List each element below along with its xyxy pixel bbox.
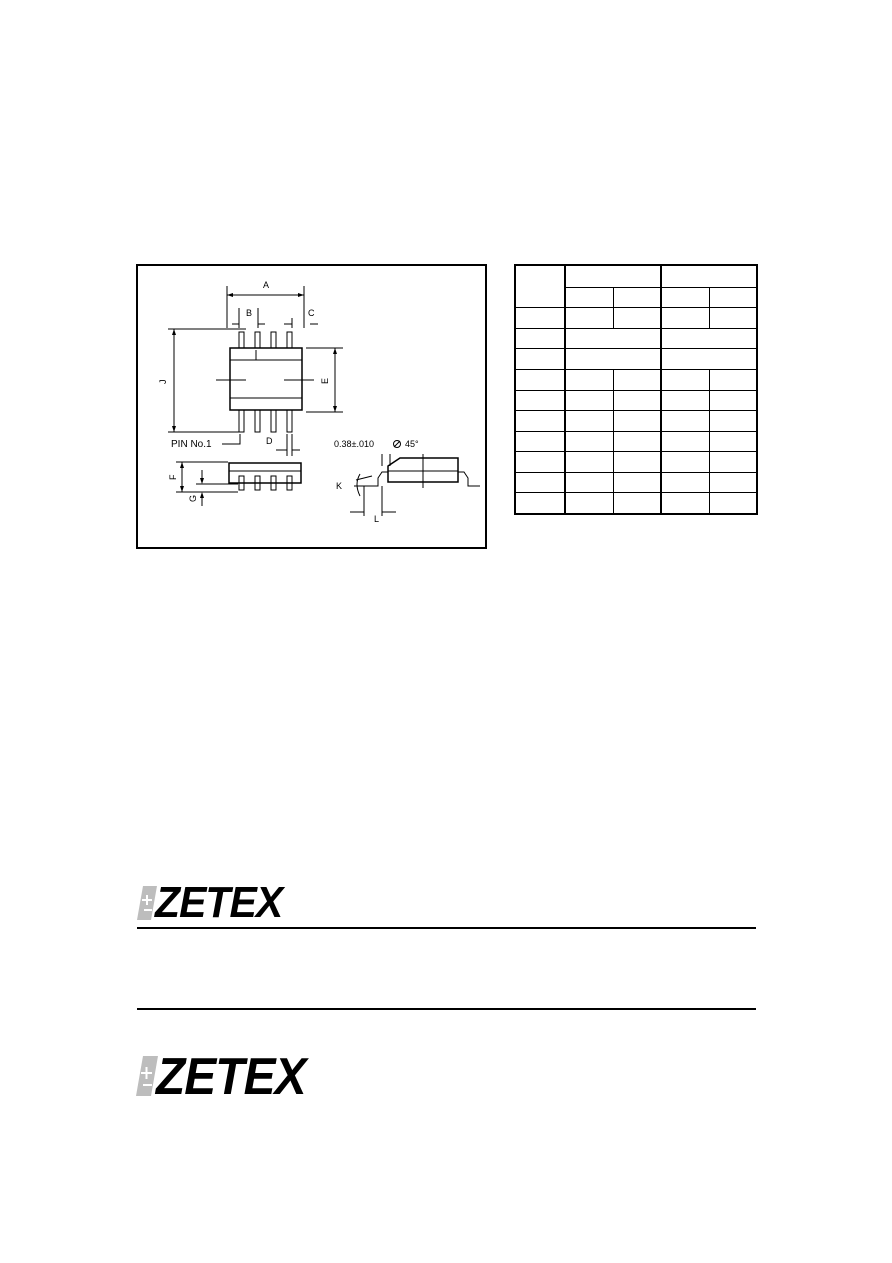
table-row-label bbox=[515, 411, 565, 432]
zetex-mark-icon bbox=[137, 886, 157, 920]
label-k: K bbox=[336, 481, 343, 491]
table-row-label bbox=[515, 328, 565, 349]
table-row-label bbox=[515, 472, 565, 493]
zetex-logo bbox=[137, 878, 283, 927]
logo-wordmark: ZETEX bbox=[155, 878, 283, 927]
label-pin1: PIN No.1 bbox=[171, 439, 212, 450]
end-view bbox=[350, 454, 480, 516]
label-g: G bbox=[188, 494, 198, 502]
divider-line bbox=[137, 1008, 756, 1010]
table-row-label bbox=[515, 493, 565, 514]
zetex-logo bbox=[136, 1048, 306, 1106]
unit-group-header bbox=[565, 265, 661, 287]
max-header bbox=[709, 287, 757, 308]
label-f: F bbox=[168, 474, 178, 480]
divider-line bbox=[137, 927, 756, 929]
so8-outline-svg bbox=[138, 266, 489, 551]
bottom-pins bbox=[239, 410, 292, 432]
table-row-label bbox=[515, 369, 565, 390]
label-d: D bbox=[266, 436, 273, 446]
label-l: L bbox=[374, 514, 380, 524]
label-angle: 45° bbox=[405, 439, 419, 449]
table-row-label bbox=[515, 431, 565, 452]
top-pins bbox=[239, 332, 292, 348]
package-outline-drawing bbox=[136, 264, 487, 549]
label-e: E bbox=[320, 377, 330, 384]
table-row-label bbox=[515, 349, 565, 370]
label-chamfer: 0.38±.010 bbox=[334, 439, 374, 449]
min-header bbox=[661, 287, 709, 308]
table-row-label bbox=[515, 390, 565, 411]
max-header bbox=[613, 287, 661, 308]
dimensions-table bbox=[514, 264, 758, 515]
zetex-mark-icon bbox=[136, 1056, 158, 1096]
label-c: C bbox=[308, 308, 315, 318]
min-header bbox=[565, 287, 613, 308]
logo-wordmark: ZETEX bbox=[156, 1048, 306, 1106]
table-row-label bbox=[515, 452, 565, 473]
label-b: B bbox=[246, 308, 253, 318]
table-row-label bbox=[515, 308, 565, 329]
dim-header-cell bbox=[515, 265, 565, 308]
package-body-side bbox=[229, 463, 301, 483]
label-a: A bbox=[263, 280, 270, 290]
unit-group-header bbox=[661, 265, 757, 287]
package-body-top bbox=[230, 348, 302, 410]
label-j: J bbox=[158, 379, 168, 384]
